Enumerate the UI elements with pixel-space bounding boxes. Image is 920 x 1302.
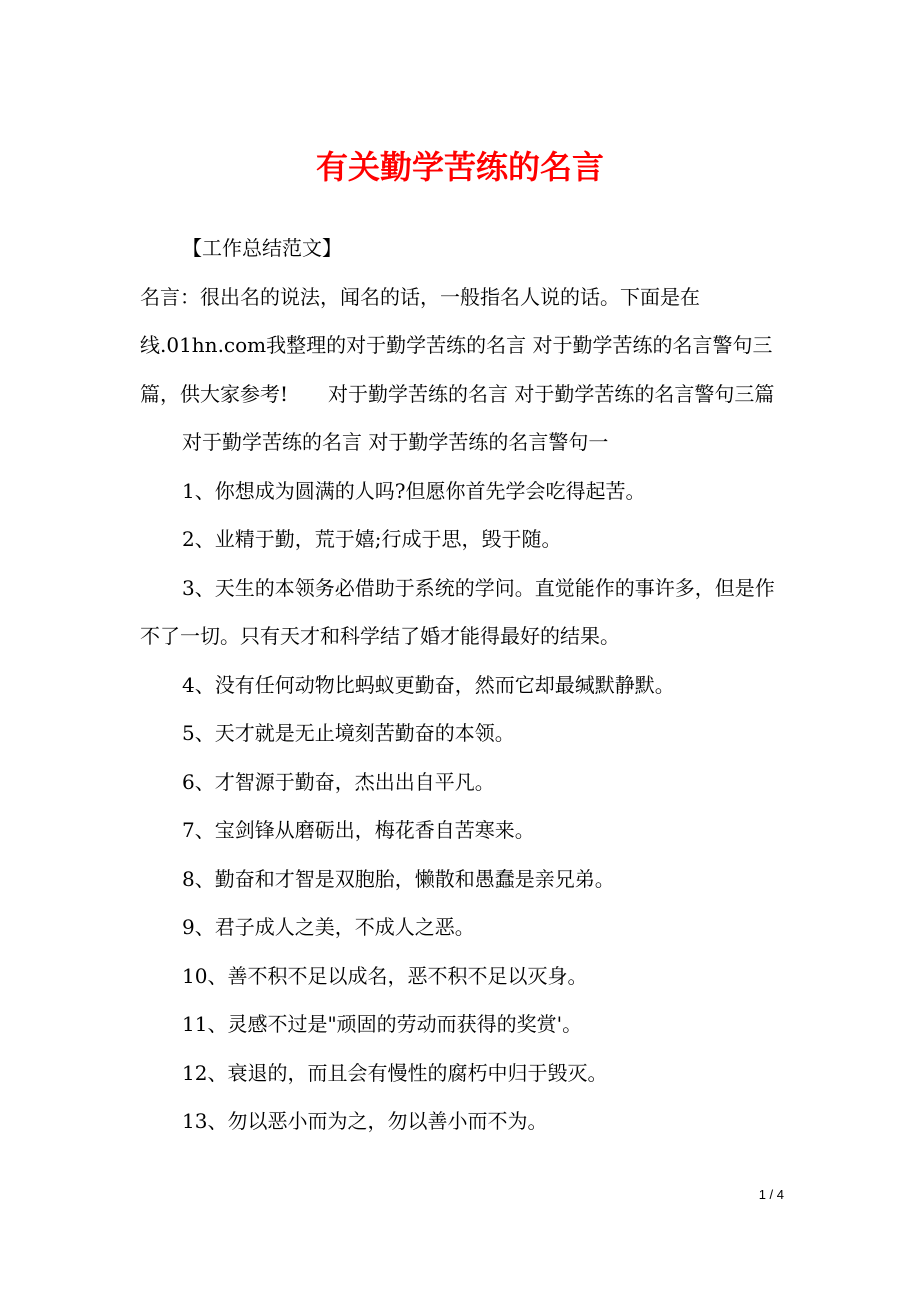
quote-item-10: 10、善不积不足以成名，恶不积不足以灭身。	[182, 963, 588, 988]
page-number: 1 / 4	[758, 1187, 784, 1202]
quote-item-13: 13、勿以恶小而为之，勿以善小而不为。	[182, 1109, 548, 1133]
category-label: 【工作总结范文】	[182, 236, 342, 260]
quote-item-5: 5、天才就是无止境刻苦勤奋的本领。	[182, 721, 515, 745]
quote-item-1: 1、你想成为圆满的人吗?但愿你首先学会吃得起苦。	[182, 478, 646, 503]
quote-item-12: 12、衰退的，而且会有慢性的腐朽中归于毁灭。	[182, 1060, 608, 1085]
section-heading: 对于勤学苦练的名言 对于勤学苦练的名言警句一	[182, 430, 609, 454]
quote-item-11: 11、灵感不过是"顽固的劳动而获得的奖赏'。	[182, 1012, 583, 1036]
quote-item-7: 7、宝剑锋从磨砺出，梅花香自苦寒来。	[182, 818, 535, 842]
intro-paragraph: 名言：很出名的说法，闻名的话，一般指名人说的话。下面是在线.01hn.com我整理的对于勤学苦练的名言 对于勤学苦练的名言警句三篇，供大家参考! 对于勤学苦练的名言 对于勤学苦练的名言警句三篇	[140, 284, 775, 406]
quote-item-6: 6、才智源于勤奋，杰出出自平凡。	[182, 769, 495, 794]
quote-item-3: 3、天生的本领务必借助于系统的学问。直觉能作的事许多，但是作不了一切。只有天才和科学结了婚才能得最好的结果。	[140, 575, 775, 648]
document-body	[140, 224, 784, 1146]
quote-item-4: 4、没有任何动物比蚂蚁更勤奋，然而它却最缄默静默。	[182, 672, 675, 697]
quote-item-9: 9、君子成人之美，不成人之恶。	[182, 915, 475, 939]
quote-item-8: 8、勤奋和才智是双胞胎，懒散和愚蠢是亲兄弟。	[182, 866, 615, 891]
quote-list	[140, 467, 784, 1146]
document-title: 有关勤学苦练的名言	[315, 148, 604, 186]
quote-item-2: 2、业精于勤，荒于嬉;行成于思，毁于随。	[182, 527, 562, 551]
